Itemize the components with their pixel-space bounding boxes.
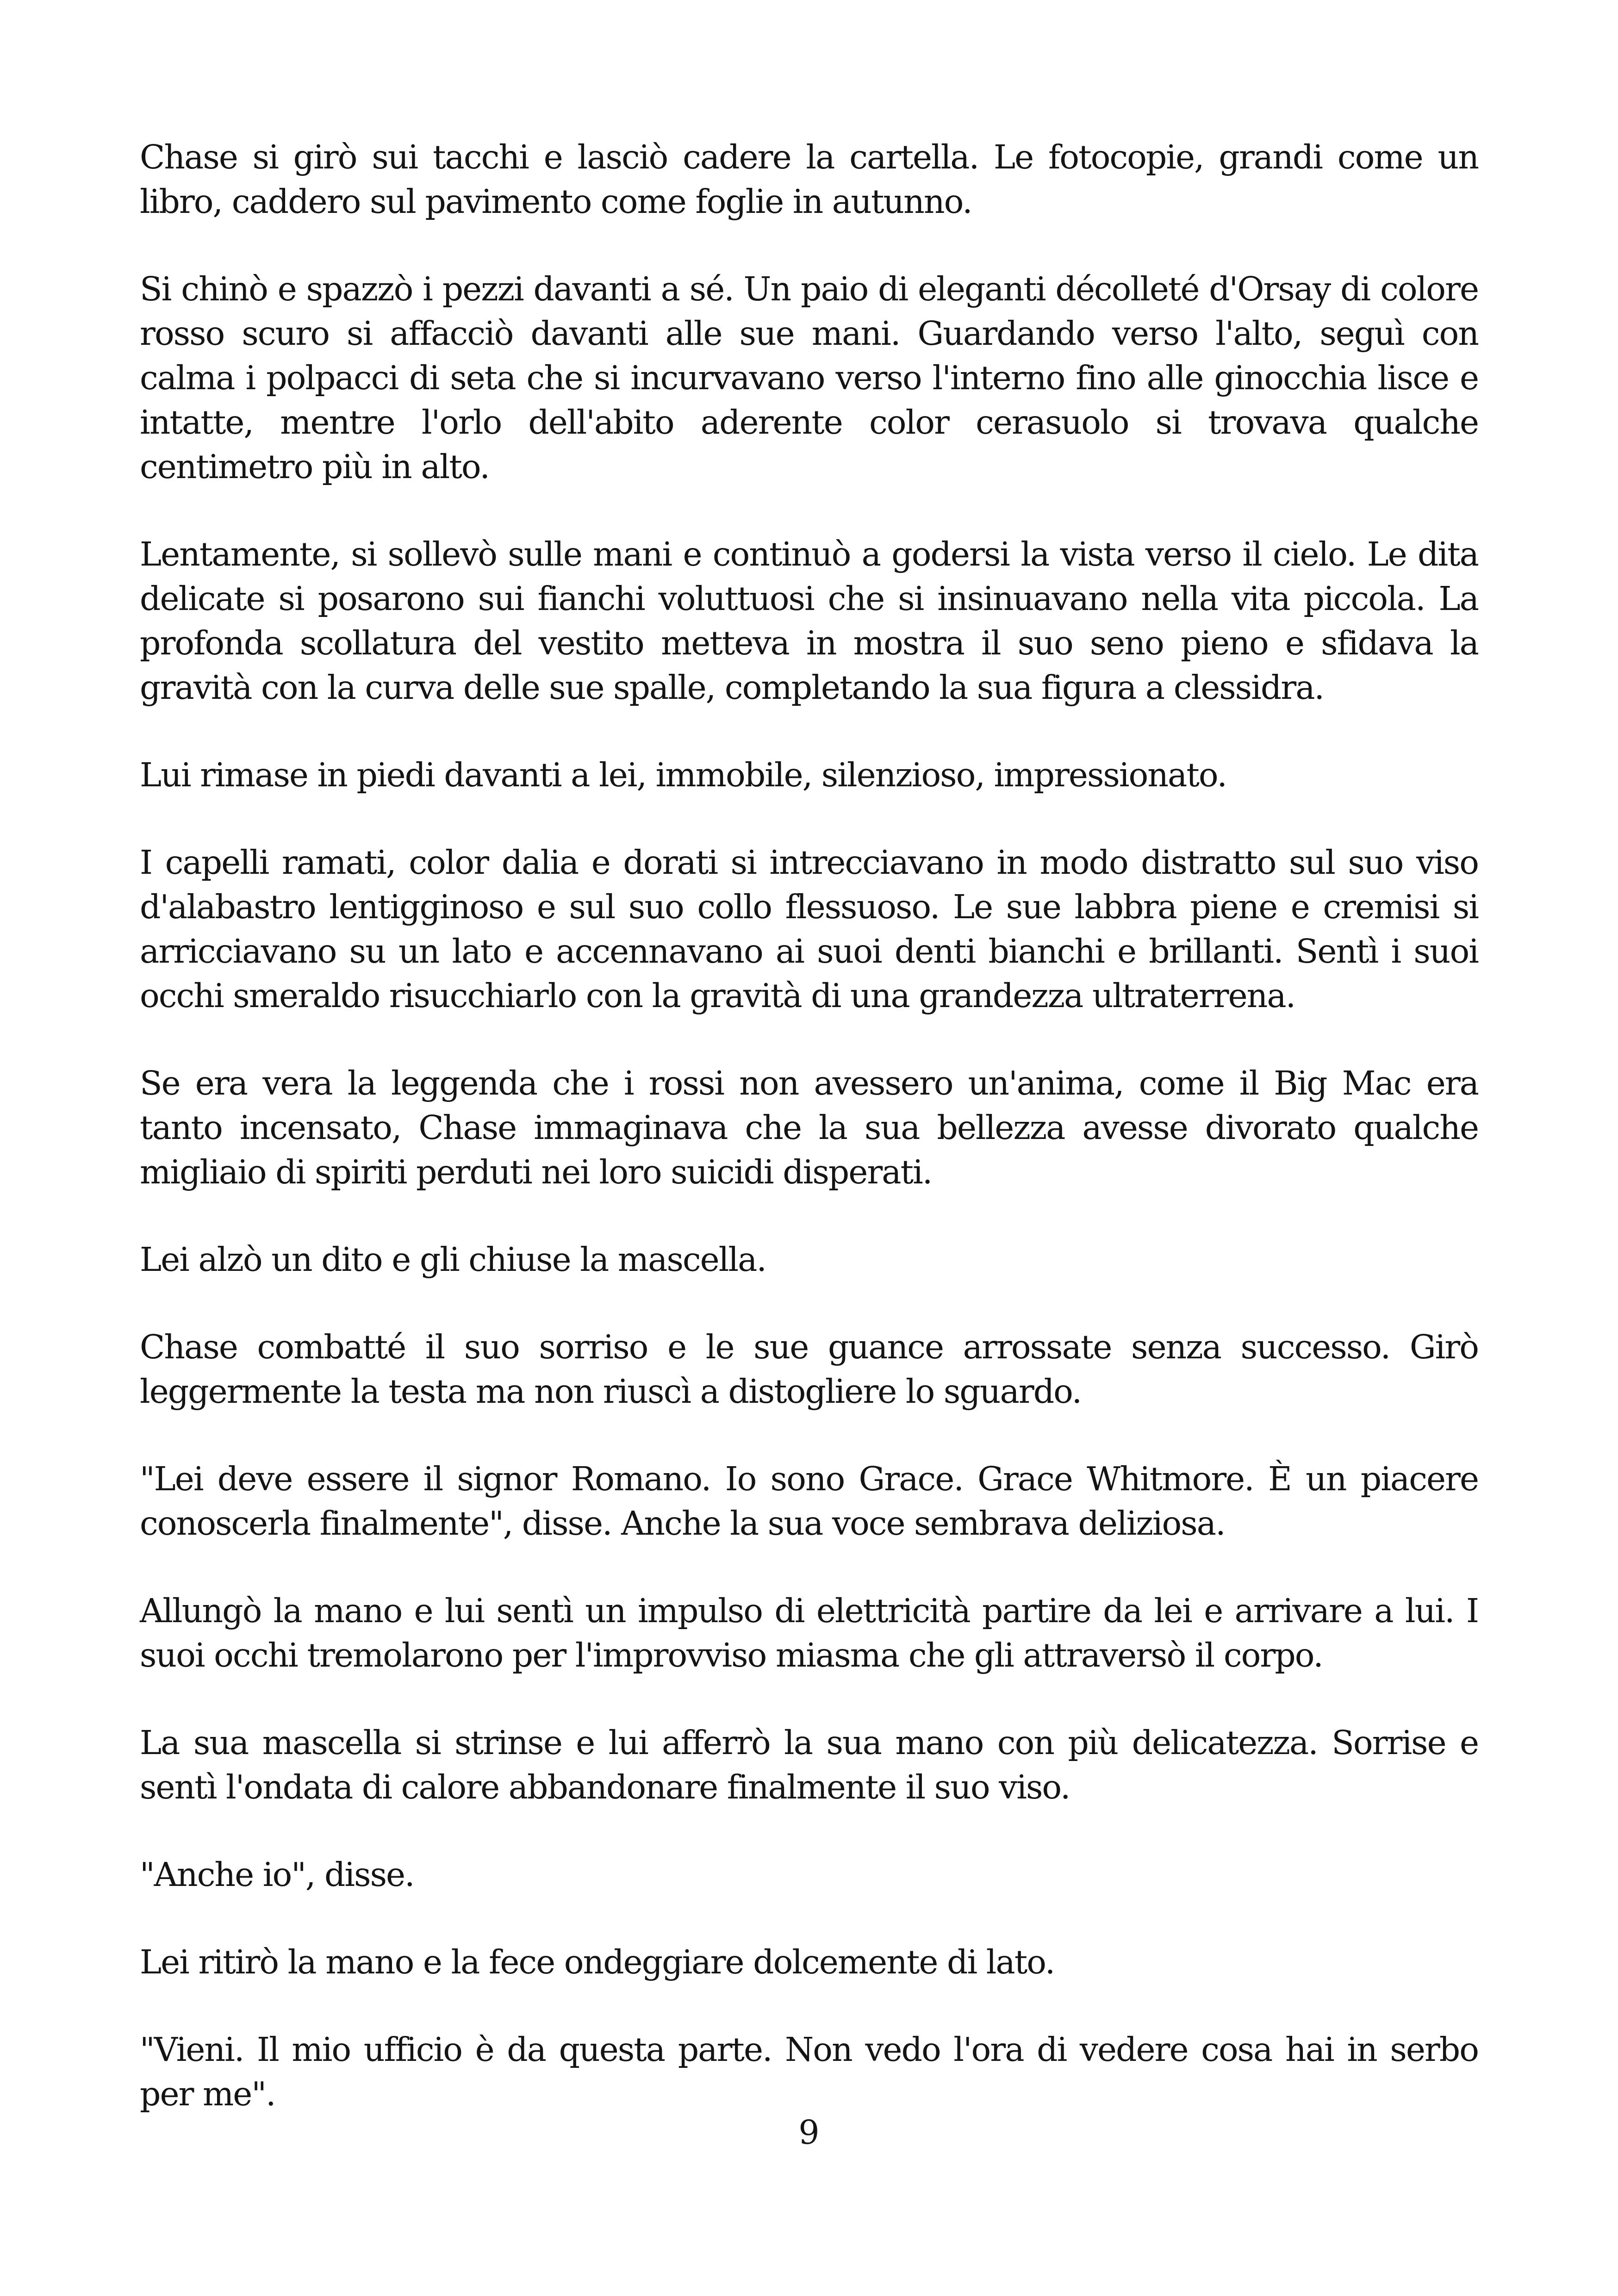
- paragraph: La sua mascella si strinse e lui afferrò la sua mano con più delicatezza. Sorrise e sentì l'ondata di calore abbandonare finalmente il suo viso.: [140, 1724, 1478, 1806]
- paragraph: Lui rimase in piedi davanti a lei, immobile, silenzioso, impressionato.: [140, 756, 1226, 794]
- paragraph: Lei ritirò la mano e la fece ondeggiare dolcemente di lato.: [140, 1943, 1055, 1981]
- paragraph: "Lei deve essere il signor Romano. Io sono Grace. Grace Whitmore. È un piacere conoscerla finalmente", disse. Anche la sua voce sembrava deliziosa.: [140, 1460, 1478, 1543]
- paragraph: Se era vera la leggenda che i rossi non avessero un'anima, come il Big Mac era tanto incensato, Chase immaginava che la sua bellezza avesse divorato qualche migliaio di spiriti perduti nei loro suicidi disperati.: [140, 1064, 1478, 1191]
- paragraph: Si chinò e spazzò i pezzi davanti a sé. Un paio di eleganti décolleté d'Orsay di colore rosso scuro si affacciò davanti alle sue mani. Guardando verso l'alto, seguì con calma i polpacci di seta che si incurvavano verso l'interno fino alle ginocchia lisce e intatte, mentre l'orlo dell'abito aderente color cerasuolo si trovava qualche centimetro più in alto.: [140, 270, 1478, 486]
- paragraph: Chase combatté il suo sorriso e le sue guance arrossate senza successo. Girò leggermente la testa ma non riuscì a distogliere lo sguardo.: [140, 1328, 1478, 1411]
- paragraph: Lentamente, si sollevò sulle mani e continuò a godersi la vista verso il cielo. Le dita delicate si posarono sui fianchi voluttuosi che si insinuavano nella vita piccola. La profonda scollatura del vestito metteva in mostra il suo seno pieno e sfidava la gravità con la curva delle sue spalle, completando la sua figura a clessidra.: [140, 535, 1478, 707]
- body-text: [140, 135, 1478, 2159]
- paragraph: Lei alzò un dito e gli chiuse la mascella.: [140, 1240, 766, 1279]
- paragraph: Chase si girò sui tacchi e lasciò cadere la cartella. Le fotocopie, grandi come un libro, caddero sul pavimento come foglie in autunno.: [140, 138, 1478, 221]
- page-number: 9: [798, 2113, 820, 2152]
- paragraph: I capelli ramati, color dalia e dorati si intrecciavano in modo distratto sul suo viso d'alabastro lentigginoso e sul suo collo flessuoso. Le sue labbra piene e cremisi si arricciavano su un lato e accennavano ai suoi denti bianchi e brillanti. Sentì i suoi occhi smeraldo risucchiarlo con la gravità di una grandezza ultraterrena.: [140, 843, 1478, 1015]
- paragraph: "Anche io", disse.: [140, 1855, 414, 1894]
- paragraph: "Vieni. Il mio ufficio è da questa parte. Non vedo l'ora di vedere cosa hai in serbo per me".: [140, 2030, 1478, 2113]
- paragraph: Allungò la mano e lui sentì un impulso di elettricità partire da lei e arrivare a lui. I suoi occhi tremolarono per l'improvviso miasma che gli attraversò il corpo.: [140, 1592, 1478, 1674]
